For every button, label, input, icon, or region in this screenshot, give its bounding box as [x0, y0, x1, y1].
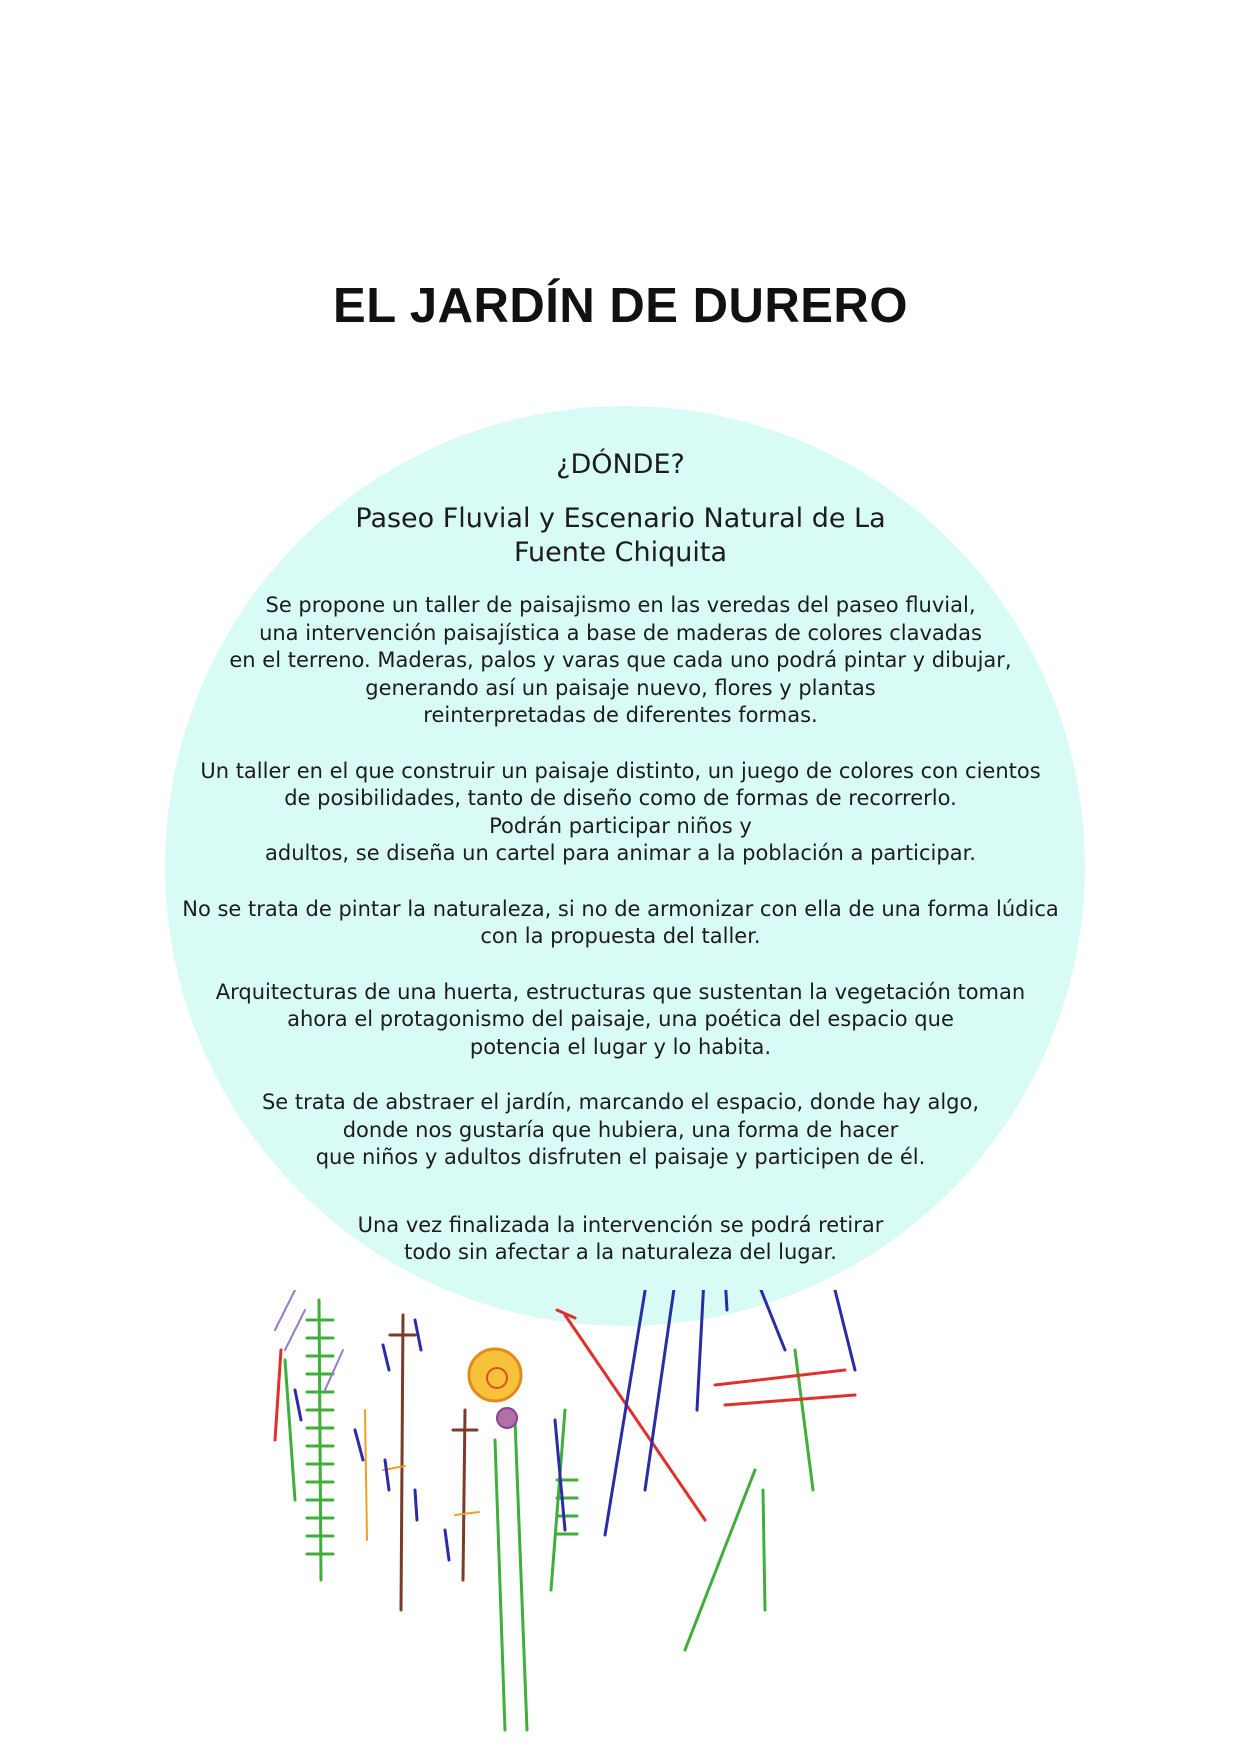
garden-drawing-illustration: [265, 1290, 985, 1740]
paragraph-4: [140, 979, 1101, 1062]
paragraph-line: adultos, se diseña un cartel para animar a la población a participar.: [265, 841, 976, 865]
paragraph-line: con la propuesta del taller.: [480, 924, 761, 948]
paragraph-line: Se trata de abstraer el jardín, marcando el espacio, donde hay algo,: [261, 1090, 980, 1114]
paragraph-line: de posibilidades, tanto de diseño como de formas de recorrerlo.: [284, 786, 957, 810]
paragraph-line: una intervención paisajística a base de maderas de colores clavadas: [259, 620, 982, 645]
paragraph-6: [140, 1212, 1101, 1267]
paragraph-line: Una vez finalizada la intervención se podrá retirar: [357, 1212, 884, 1237]
paragraph-line: No se trata de pintar la naturaleza, si no de armonizar con ella de una forma lúdica: [182, 896, 1059, 921]
section-heading: ¿DÓNDE?: [556, 449, 685, 480]
paragraph-line: generando así un paisaje nuevo, flores y plantas: [365, 675, 876, 700]
paragraph-line: Arquitecturas de una huerta, estructuras que sustentan la vegetación toman: [215, 979, 1026, 1004]
paragraph-1: [140, 592, 1101, 730]
paragraph-line: Un taller en el que construir un paisaje distinto, un juego de colores con cientos: [200, 758, 1041, 783]
place-line-1: Paseo Fluvial y Escenario Natural de La: [355, 503, 886, 534]
paragraph-line: Podrán participar niños y: [489, 813, 752, 838]
page-title: EL JARDÍN DE DURERO: [333, 279, 908, 333]
paragraph-line: en el terreno. Maderas, palos y varas que cada uno podrá pintar y dibujar,: [229, 648, 1012, 672]
paragraph-line: ahora el protagonismo del paisaje, una poética del espacio que: [287, 1007, 954, 1031]
place-line-2: Fuente Chiquita: [513, 537, 728, 568]
paragraph-line: que niños y adultos disfruten el paisaje y participen de él.: [315, 1145, 926, 1169]
paragraph-line: todo sin afectar a la naturaleza del lugar.: [404, 1240, 837, 1264]
paragraph-line: reinterpretadas de diferentes formas.: [423, 703, 818, 727]
text-block: [140, 448, 1101, 1267]
paragraph-2: [140, 758, 1101, 868]
sun-icon: [469, 1349, 521, 1401]
paragraph-line: donde nos gustaría que hubiera, una forma de hacer: [342, 1117, 899, 1142]
paragraph-3: [140, 896, 1101, 951]
paragraph-5: [140, 1089, 1101, 1172]
paragraph-line: potencia el lugar y lo habita.: [469, 1034, 772, 1059]
paragraph-line: Se propone un taller de paisajismo en las veredas del paseo fluvial,: [265, 593, 976, 617]
